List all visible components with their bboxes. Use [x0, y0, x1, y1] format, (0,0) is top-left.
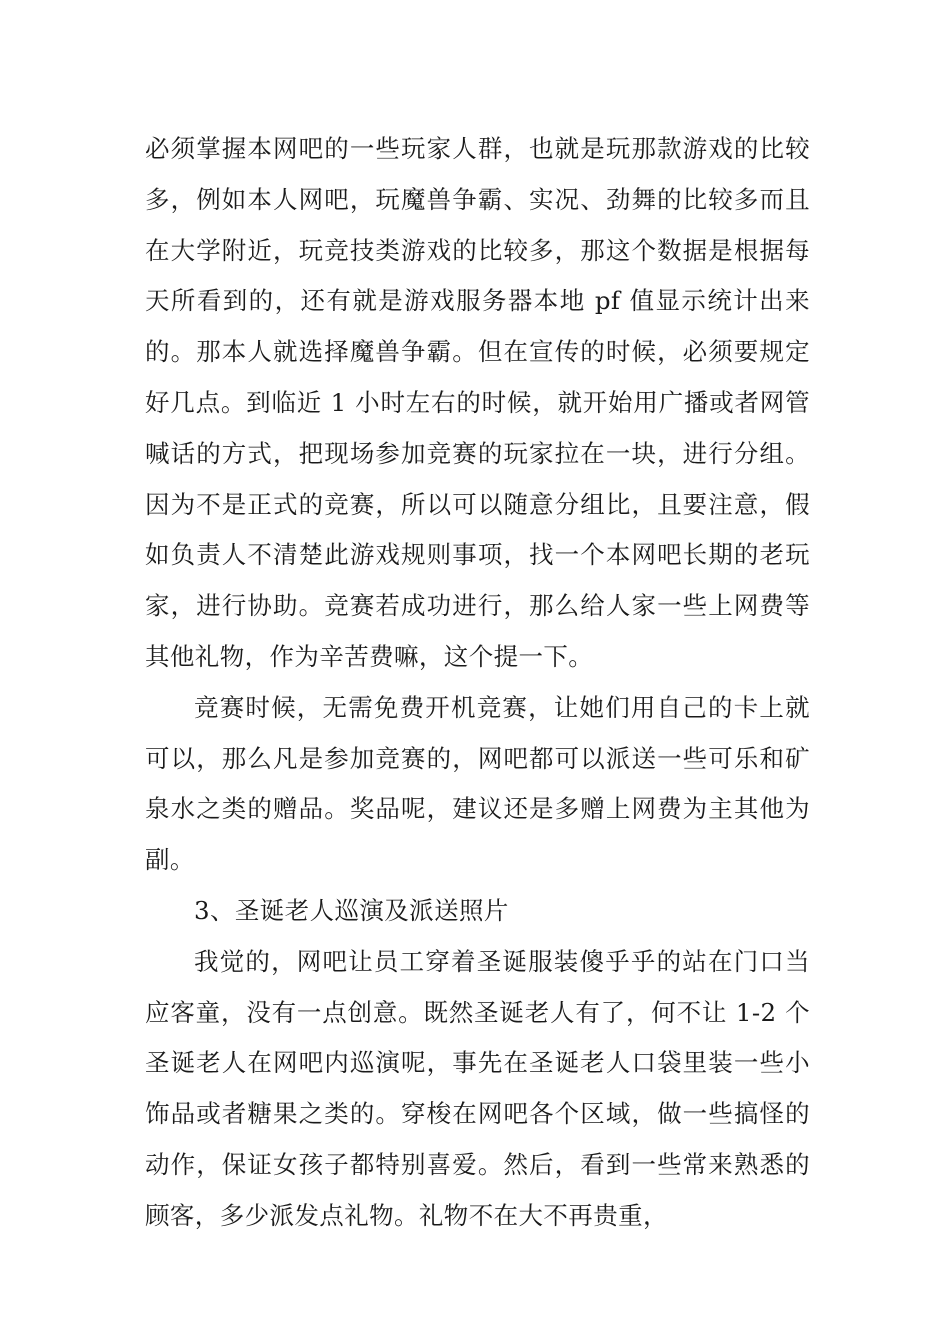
section-heading-santa-tour: 3、圣诞老人巡演及派送照片 [194, 895, 509, 925]
paragraph-santa-tour: 我觉的，网吧让员工穿着圣诞服装傻乎乎的站在门口当应客童，没有一点创意。既然圣诞老人有了，何不让 1-2 个圣诞老人在网吧内巡演呢，事先在圣诞老人口袋里装一些小饰品或者糖果之类的。穿梭在网吧各个区域，做一些搞怪的动作，保证女孩子都特别喜爱。然后，看到一些常来熟悉的顾客，多少派发点礼物。礼物不在大不再贵重， [145, 946, 810, 1230]
document-body [145, 124, 810, 1242]
paragraph-game-competition: 必须掌握本网吧的一些玩家人群，也就是玩那款游戏的比较多，例如本人网吧，玩魔兽争霸、实况、劲舞的比较多而且在大学附近，玩竞技类游戏的比较多，那这个数据是根据每天所看到的，还有就是游戏服务器本地 pf 值显示统计出来的。那本人就选择魔兽争霸。但在宣传的时候，必须要规定好几点。到临近 1 小时左右的时候，就开始用广播或者网管喊话的方式，把现场参加竞赛的玩家拉在一块，进行分组。因为不是正式的竞赛，所以可以随意分组比，且要注意，假如负责人不清楚此游戏规则事项，找一个本网吧长期的老玩家，进行协助。竞赛若成功进行，那么给人家一些上网费等其他礼物，作为辛苦费嘛，这个提一下。 [145, 134, 810, 671]
paragraph-competition-prizes: 竞赛时候，无需免费开机竞赛，让她们用自己的卡上就可以，那么凡是参加竞赛的，网吧都可以派送一些可乐和矿泉水之类的赠品。奖品呢，建议还是多赠上网费为主其他为副。 [145, 692, 810, 875]
